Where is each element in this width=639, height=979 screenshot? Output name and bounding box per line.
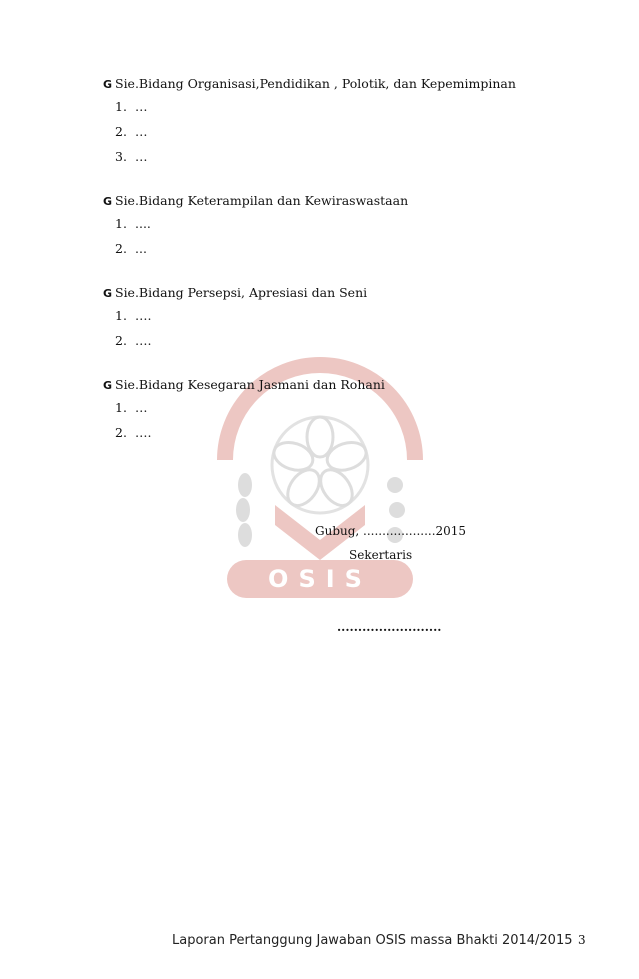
section-heading xyxy=(103,283,553,303)
list-item: 1. … xyxy=(115,400,148,415)
signature-name-line: ......................... xyxy=(337,620,442,634)
section-organisasi xyxy=(103,74,553,169)
bullet-icon: G xyxy=(103,287,113,300)
bullet-icon: G xyxy=(103,78,113,91)
section-heading xyxy=(103,191,553,211)
list-item: 3. … xyxy=(115,149,148,164)
section-title: Sie.Bidang Persepsi, Apresiasi dan Seni xyxy=(115,285,368,300)
list-item: 2. … xyxy=(115,124,148,139)
section-heading xyxy=(103,375,553,395)
section-seni xyxy=(103,283,553,353)
list-item: 1. … xyxy=(115,99,148,114)
list-item: 2. …. xyxy=(115,425,152,440)
section-keterampilan xyxy=(103,191,553,261)
page-footer: Laporan Pertanggung Jawaban OSIS massa Bhakti 2014/2015 xyxy=(172,933,573,948)
list-item: 1. .... xyxy=(115,216,151,231)
signature-role: Sekertaris xyxy=(349,548,413,562)
list-item: 2. ... xyxy=(115,241,147,256)
section-title: Sie.Bidang Organisasi,Pendidikan , Polotik, dan Kepemimpinan xyxy=(115,76,516,91)
section-title: Sie.Bidang Keterampilan dan Kewiraswastaan xyxy=(115,193,409,208)
section-jasmani xyxy=(103,375,553,445)
list-item: 2. …. xyxy=(115,333,152,348)
bullet-icon: G xyxy=(103,195,113,208)
page-number: 3 xyxy=(578,933,586,947)
section-title: Sie.Bidang Kesegaran Jasmani dan Rohani xyxy=(115,377,385,392)
bullet-icon: G xyxy=(103,379,113,392)
watermark-label: OSIS xyxy=(268,565,372,593)
section-list xyxy=(103,74,553,467)
list-item: 1. …. xyxy=(115,308,152,323)
section-heading xyxy=(103,74,553,94)
signature-place-date: Gubug, ...................2015 xyxy=(315,524,467,538)
